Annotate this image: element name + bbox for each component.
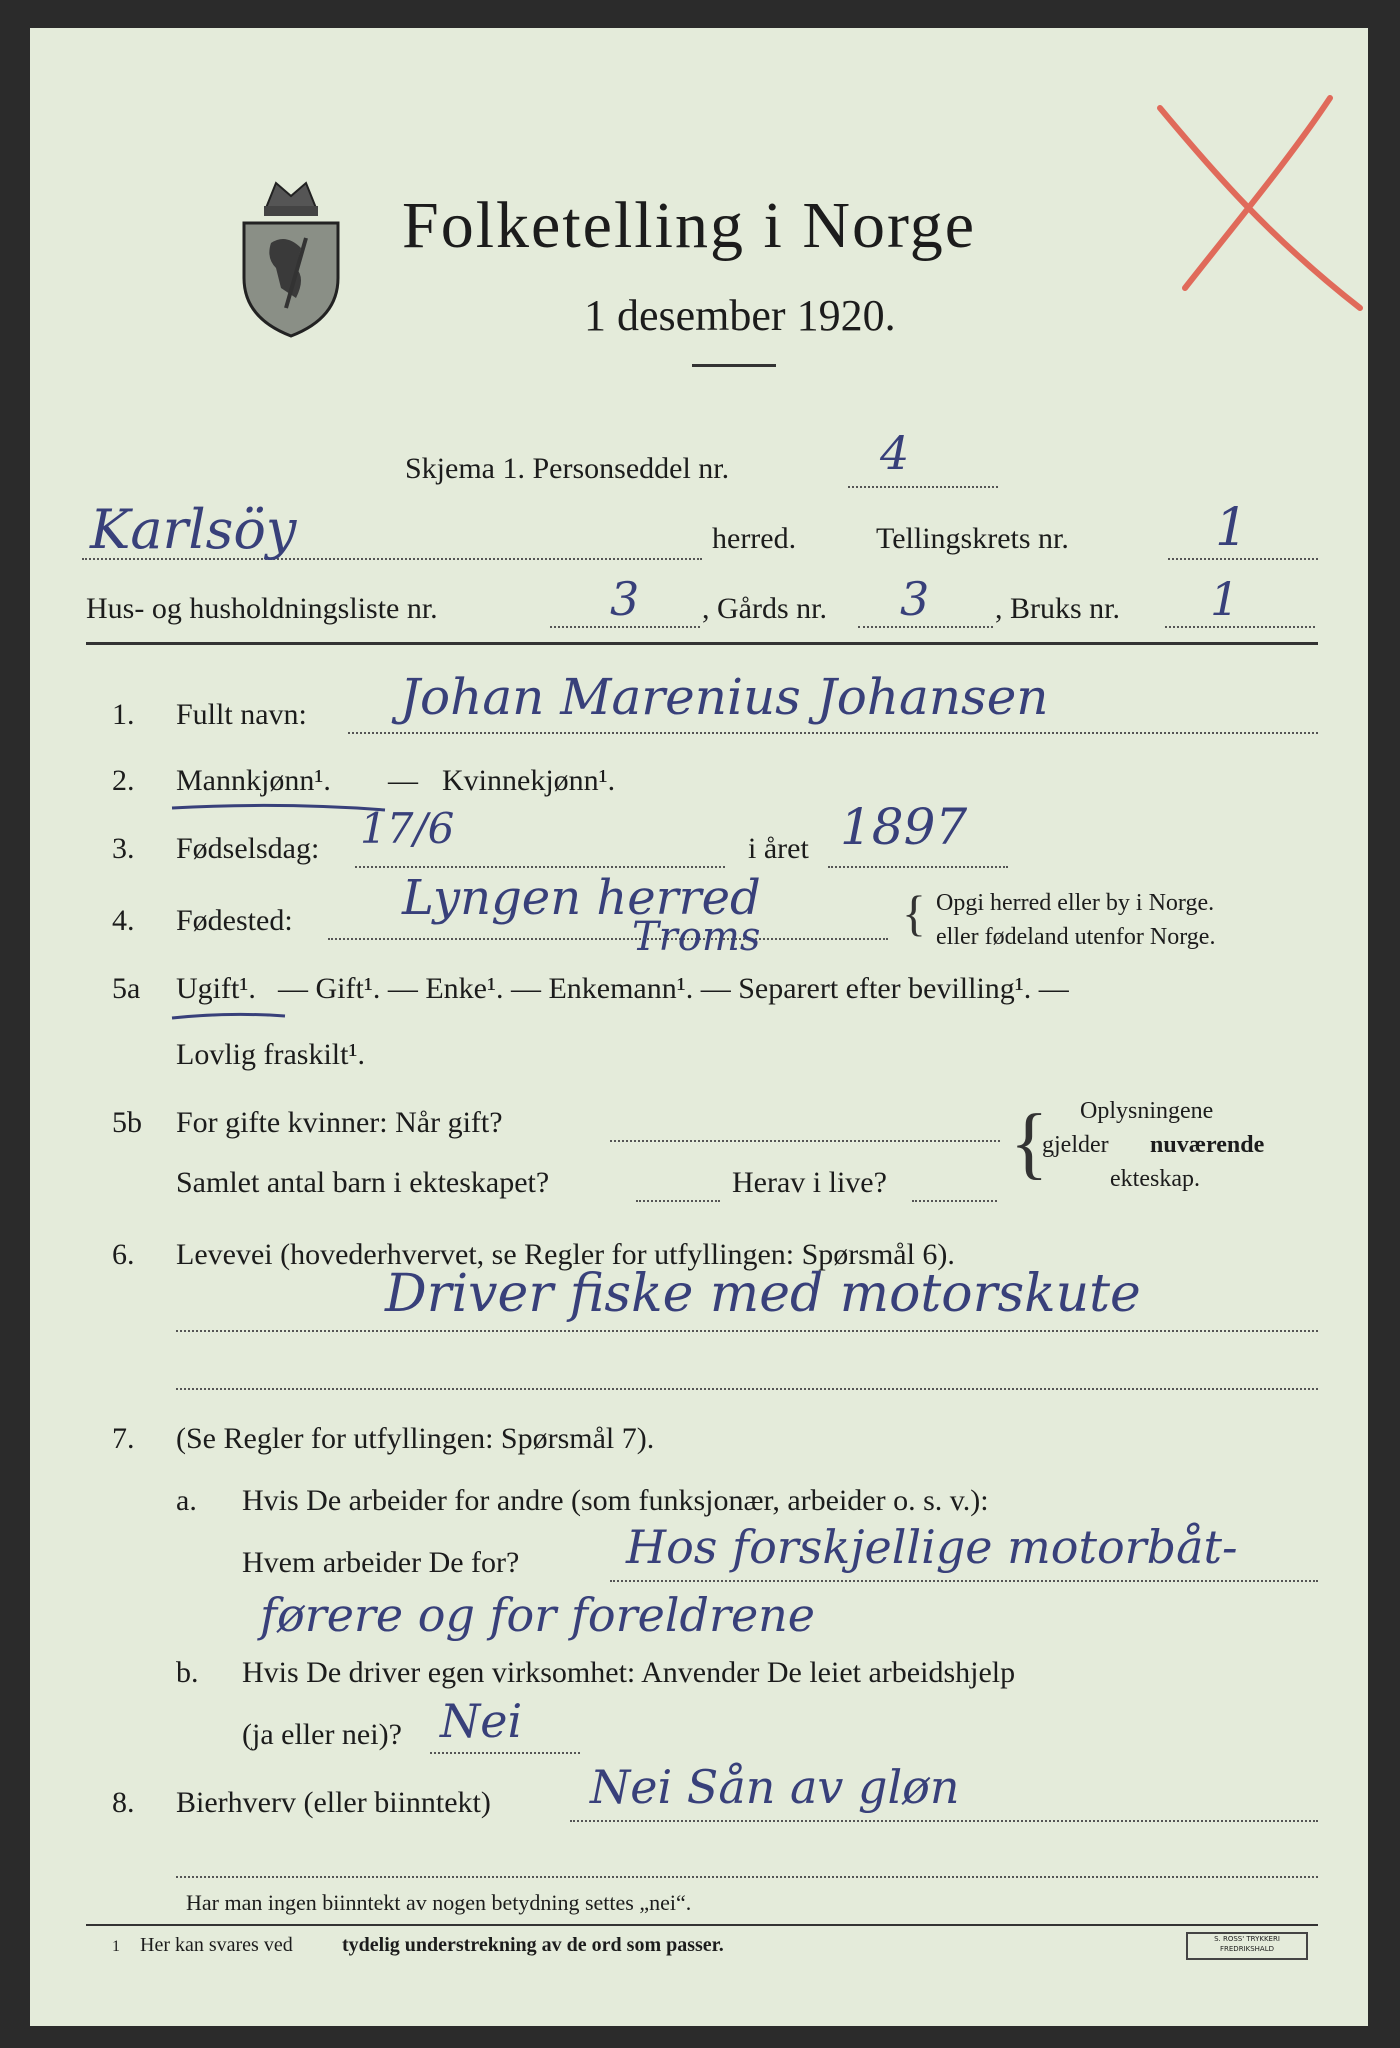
q7-number: 7. — [112, 1422, 135, 1455]
q8-dotline — [570, 1820, 1318, 1822]
q5b-label: For gifte kvinner: Når gift? — [176, 1106, 503, 1139]
q4-brace: { — [902, 885, 926, 941]
q3-year: 1897 — [840, 798, 968, 856]
q1-value: Johan Marenius Johansen — [400, 668, 1049, 726]
q5b-line2: Samlet antal barn i ekteskapet? — [176, 1166, 550, 1199]
schema-dotline — [848, 486, 998, 488]
printer-stamp: S. ROSS' TRYKKERI FREDRIKSHALD — [1186, 1932, 1308, 1960]
form-title: Folketelling i Norge — [402, 189, 977, 262]
footer-divider — [86, 1924, 1318, 1926]
footer-note: Har man ingen biinntekt av nogen betydning settes „nei“. — [186, 1890, 692, 1915]
q7a-question: Hvem arbeider De for? — [242, 1546, 520, 1579]
q7a-letter: a. — [176, 1484, 197, 1517]
herred-value: Karlsöy — [90, 498, 297, 561]
q2-separator: — — [388, 764, 418, 797]
q5b-live-dotline — [912, 1200, 997, 1202]
q7a-value: Hos forskjellige motorbåt- — [626, 1520, 1238, 1574]
hus-label: Hus- og husholdningsliste nr. — [86, 592, 438, 625]
q8-label: Bierhverv (eller biinntekt) — [176, 1786, 491, 1819]
q3-number: 3. — [112, 832, 135, 865]
q1-dotline — [348, 732, 1318, 734]
bruks-label: , Bruks nr. — [995, 592, 1121, 625]
q5b-children-dotline — [636, 1200, 720, 1202]
census-date: 1 desember 1920. — [584, 291, 896, 340]
footnote-text-a: Her kan svares ved — [140, 1934, 293, 1956]
hus-dotline — [550, 626, 700, 628]
title-divider — [692, 364, 776, 367]
bruks-dotline — [1165, 626, 1315, 628]
q7a-value-2: førere og for foreldrene — [260, 1588, 816, 1642]
census-form — [30, 28, 1368, 2026]
q3-dotline — [355, 866, 725, 868]
q2-male-underline — [170, 800, 390, 816]
q6-label: Levevei (hovederhvervet, se Regler for utfyllingen: Spørsmål 6). — [176, 1238, 955, 1271]
q8-dotline-2 — [176, 1876, 1318, 1878]
hus-number: 3 — [610, 572, 640, 626]
q5a-number: 5a — [112, 972, 141, 1005]
q2-male: Mannkjønn¹. — [176, 764, 331, 797]
q5b-note-3: ekteskap. — [1110, 1166, 1200, 1192]
krets-label: Tellingskrets nr. — [876, 522, 1069, 555]
krets-dotline — [1168, 558, 1318, 560]
gards-number: 3 — [900, 572, 930, 626]
footnote-mark: 1 — [112, 1938, 120, 1955]
q6-number: 6. — [112, 1238, 135, 1271]
q4-number: 4. — [112, 904, 135, 937]
gards-dotline — [858, 626, 993, 628]
q7b-text: Hvis De driver egen virksomhet: Anvender De leiet arbeidshjelp — [242, 1656, 1016, 1689]
q6-dotline — [176, 1330, 1318, 1332]
q4-value-county: Troms — [632, 914, 761, 960]
q1-number: 1. — [112, 698, 135, 731]
q7b-value: Nei — [440, 1694, 523, 1748]
q3-year-label: i året — [748, 832, 809, 865]
q8-value: Nei Sån av gløn — [590, 1760, 960, 1814]
coat-of-arms-emblem — [236, 178, 346, 338]
q8-number: 8. — [112, 1786, 135, 1819]
q7b-dotline — [430, 1752, 580, 1754]
q5b-dotline — [610, 1140, 1000, 1142]
bruks-number: 1 — [1210, 572, 1240, 626]
q7b-question: (ja eller nei)? — [242, 1718, 402, 1751]
q5a-options: — Gift¹. — Enke¹. — Enkemann¹. — Separert efter bevilling¹. — — [278, 972, 1069, 1005]
q2-female: Kvinnekjønn¹. — [442, 764, 616, 797]
q4-value: Lyngen herred — [402, 870, 761, 926]
schema-number: 4 — [880, 426, 910, 480]
header-divider — [86, 642, 1318, 645]
q7a-text: Hvis De arbeider for andre (som funksjonær, arbeider o. s. v.): — [242, 1484, 989, 1517]
q4-label: Fødested: — [176, 904, 293, 937]
q6-value: Driver fiske med motorskute — [385, 1264, 1141, 1324]
gards-label: , Gårds nr. — [702, 592, 827, 625]
q4-note-1: Opgi herred eller by i Norge. — [936, 890, 1215, 916]
q5b-number: 5b — [112, 1106, 142, 1139]
q5b-note-2a: gjelder — [1042, 1132, 1109, 1158]
q2-number: 2. — [112, 764, 135, 797]
q5b-note-1: Oplysningene — [1080, 1098, 1214, 1124]
q5a-ugift: Ugift¹. — [176, 972, 256, 1005]
q1-label: Fullt navn: — [176, 698, 307, 731]
q7b-letter: b. — [176, 1656, 199, 1689]
q7a-dotline — [610, 1580, 1318, 1582]
q5a-line2: Lovlig fraskilt¹. — [176, 1038, 365, 1071]
krets-number: 1 — [1215, 498, 1249, 558]
q3-year-dotline — [828, 866, 1008, 868]
q3-label: Fødselsdag: — [176, 832, 320, 865]
q5b-note-2b: nuværende — [1150, 1132, 1265, 1158]
herred-label: herred. — [712, 522, 797, 555]
q5b-brace: { — [1010, 1099, 1049, 1187]
schema-label: Skjema 1. Personseddel nr. — [405, 452, 730, 485]
q5b-live: Herav i live? — [732, 1166, 887, 1199]
q4-note-2: eller fødeland utenfor Norge. — [936, 924, 1216, 950]
q6-dotline-2 — [176, 1388, 1318, 1390]
q5a-ugift-underline — [170, 1008, 290, 1024]
q7-label: (Se Regler for utfyllingen: Spørsmål 7). — [176, 1422, 655, 1455]
footnote-text-b: tydelig understrekning av de ord som passer. — [342, 1934, 724, 1956]
red-cross-mark — [1150, 88, 1370, 318]
q4-dotline — [328, 938, 888, 940]
q3-value: 17/6 — [360, 804, 455, 853]
